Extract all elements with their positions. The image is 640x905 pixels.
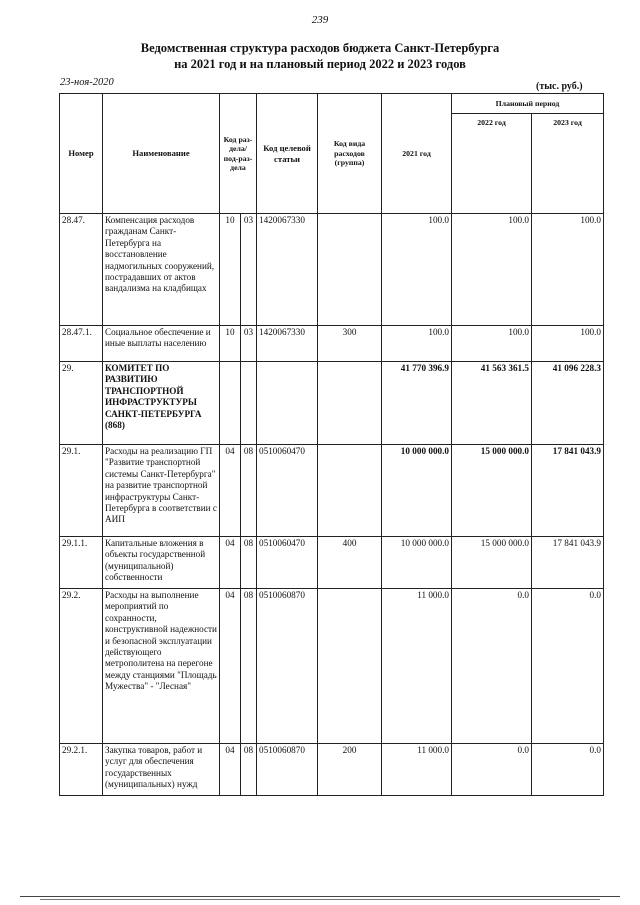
row-expense-type-code [318, 214, 382, 326]
table-row [60, 744, 604, 796]
row-value-2022: 15 000 000.0 [452, 445, 532, 537]
row-name: Социальное обеспечение и иные выплаты населению [103, 326, 220, 362]
row-value-2021: 100.0 [382, 326, 452, 362]
row-value-2021: 10 000 000.0 [382, 537, 452, 589]
row-expense-type-code [318, 589, 382, 744]
header-year-2022: 2022 год [452, 114, 532, 214]
header-expense-type-code: Код вида расходов (группа) [318, 94, 382, 214]
header-year-2023: 2023 год [532, 114, 604, 214]
header-name: Наименование [103, 94, 220, 214]
table-row [60, 589, 604, 744]
document-title [0, 40, 640, 72]
row-name: Капитальные вложения в объекты государственной (муниципальной) собственности [103, 537, 220, 589]
footer-line-2 [40, 899, 600, 900]
row-target-code: 1420067330 [257, 326, 318, 362]
table-row [60, 537, 604, 589]
row-name: Закупка товаров, работ и услуг для обеспечения государственных (муниципальных) нужд [103, 744, 220, 796]
header-year-2021: 2021 год [382, 94, 452, 214]
row-value-2022: 0.0 [452, 744, 532, 796]
row-value-2023: 17 841 043.9 [532, 445, 604, 537]
row-value-2023: 17 841 043.9 [532, 537, 604, 589]
header-target-code: Код целевой статьи [257, 94, 318, 214]
row-number: 28.47.1. [60, 326, 103, 362]
row-number: 29.2.1. [60, 744, 103, 796]
row-target-code: 0510060470 [257, 445, 318, 537]
row-value-2023: 0.0 [532, 589, 604, 744]
row-number: 29.1. [60, 445, 103, 537]
row-value-2021: 11 000.0 [382, 744, 452, 796]
row-target-code: 0510060870 [257, 589, 318, 744]
row-value-2022: 100.0 [452, 214, 532, 326]
header-section-code: Код раз-дела/ под-раз-дела [220, 94, 257, 214]
row-section-code: 10 [220, 326, 241, 362]
row-target-code [257, 362, 318, 445]
row-target-code: 0510060470 [257, 537, 318, 589]
row-value-2022: 100.0 [452, 326, 532, 362]
row-section-code: 04 [220, 589, 241, 744]
row-number: 29.2. [60, 589, 103, 744]
units-label: (тыс. руб.) [536, 81, 583, 92]
row-section-code: 04 [220, 445, 241, 537]
row-value-2021: 41 770 396.9 [382, 362, 452, 445]
row-subsection-code: 08 [241, 445, 257, 537]
title-line-2: на 2021 год и на плановый период 2022 и 2023 годов [174, 57, 466, 71]
row-subsection-code: 08 [241, 744, 257, 796]
row-value-2021: 100.0 [382, 214, 452, 326]
row-expense-type-code: 300 [318, 326, 382, 362]
row-section-code: 04 [220, 537, 241, 589]
row-number: 29. [60, 362, 103, 445]
row-number: 29.1.1. [60, 537, 103, 589]
row-subsection-code: 08 [241, 537, 257, 589]
row-value-2021: 10 000 000.0 [382, 445, 452, 537]
row-expense-type-code [318, 362, 382, 445]
row-subsection-code: 03 [241, 326, 257, 362]
footer-line [20, 896, 620, 897]
row-value-2022: 15 000 000.0 [452, 537, 532, 589]
table-row [60, 445, 604, 537]
row-expense-type-code: 200 [318, 744, 382, 796]
table-row [60, 214, 604, 326]
row-name: Расходы на реализацию ГП "Развитие транспортной системы Санкт-Петербурга" на развитие транспортной инфраструктуры Санкт-Петербурга в соответствии с АИП [103, 445, 220, 537]
row-section-code: 10 [220, 214, 241, 326]
row-target-code: 0510060870 [257, 744, 318, 796]
row-number: 28.47. [60, 214, 103, 326]
row-expense-type-code: 400 [318, 537, 382, 589]
row-name: КОМИТЕТ ПО РАЗВИТИЮ ТРАНСПОРТНОЙ ИНФРАСТРУКТУРЫ САНКТ-ПЕТЕРБУРГА (868) [103, 362, 220, 445]
title-line-1: Ведомственная структура расходов бюджета Санкт-Петербурга [140, 41, 500, 55]
row-subsection-code [241, 362, 257, 445]
row-value-2023: 0.0 [532, 744, 604, 796]
header-planned-period: Плановый период [452, 94, 604, 114]
row-expense-type-code [318, 445, 382, 537]
header-number: Номер [60, 94, 103, 214]
row-name: Расходы на выполнение мероприятий по сохранности, конструктивной надежности и безопасной эксплуатации действующего метрополитена на перегоне между станциями "Площадь Мужества" - "Лесная" [103, 589, 220, 744]
row-value-2022: 41 563 361.5 [452, 362, 532, 445]
row-subsection-code: 03 [241, 214, 257, 326]
row-value-2023: 41 096 228.3 [532, 362, 604, 445]
row-section-code: 04 [220, 744, 241, 796]
row-value-2022: 0.0 [452, 589, 532, 744]
row-name: Компенсация расходов гражданам Санкт-Петербурга на восстановление надмогильных сооружений, пострадавших от актов вандализма на кладбищах [103, 214, 220, 326]
row-value-2021: 11 000.0 [382, 589, 452, 744]
row-section-code [220, 362, 241, 445]
document-date: 23-ноя-2020 [60, 77, 114, 88]
row-value-2023: 100.0 [532, 326, 604, 362]
page-number: 239 [311, 14, 329, 26]
row-target-code: 1420067330 [257, 214, 318, 326]
row-subsection-code: 08 [241, 589, 257, 744]
table-row [60, 362, 604, 445]
row-value-2023: 100.0 [532, 214, 604, 326]
budget-table [59, 93, 604, 796]
table-row [60, 326, 604, 362]
